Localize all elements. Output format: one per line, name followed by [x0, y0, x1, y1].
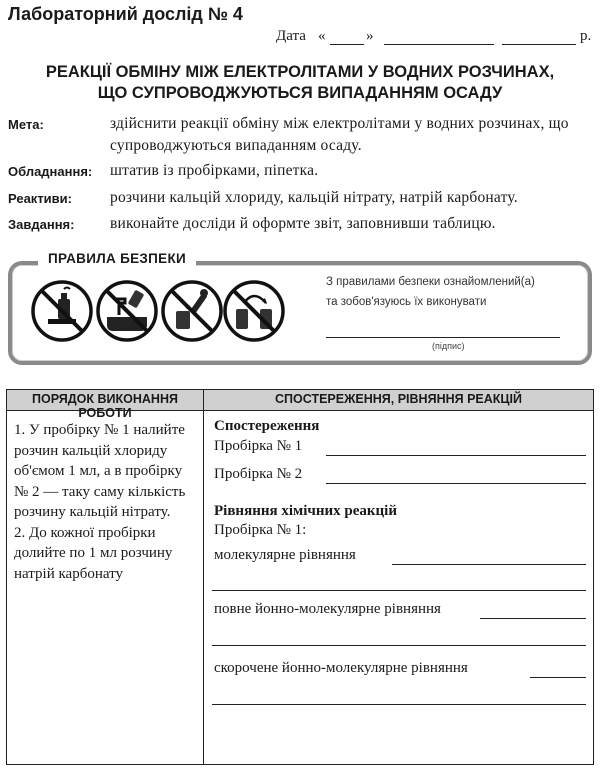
date-row	[276, 28, 598, 48]
molecular-equation-label: молекулярне рівняння	[214, 547, 356, 563]
agreement-line-1: З правилами безпеки ознайомлений(а)	[326, 276, 535, 288]
no-smelling-icon	[30, 279, 94, 343]
short-ionic-equation-field-2[interactable]	[212, 704, 586, 705]
equations-tube-label: Пробірка № 1:	[214, 522, 307, 538]
reagents-label: Реактиви:	[8, 191, 72, 206]
equipment-label: Обладнання:	[8, 164, 93, 179]
tube-1-observation-field[interactable]	[326, 455, 586, 456]
observations-title: Спостереження	[214, 418, 320, 434]
no-dropping-carelessly-icon	[160, 279, 224, 343]
goal-label: Мета:	[8, 117, 44, 132]
observations-column-header: СПОСТЕРЕЖЕННЯ, РІВНЯННЯ РЕАКЦІЙ	[275, 392, 522, 406]
tube-1-label: Пробірка № 1	[214, 438, 303, 454]
signature-field[interactable]	[326, 337, 560, 338]
short-ionic-equation-field[interactable]	[530, 677, 586, 678]
signature-caption: (підпис)	[432, 341, 465, 351]
molecular-equation-field[interactable]	[392, 564, 586, 565]
quote-close: »	[366, 28, 374, 44]
no-mixing-icon	[222, 279, 286, 343]
no-pouring-in-sink-icon	[95, 279, 159, 343]
full-ionic-equation-label: повне йонно-молекулярне рівняння	[214, 601, 441, 617]
year-suffix: р.	[580, 28, 592, 44]
task-text: виконайте досліди й оформте звіт, заповнивши таблицю.	[110, 215, 496, 232]
task-label: Завдання:	[8, 217, 75, 232]
equations-title: Рівняння хімічних реакцій	[214, 503, 397, 519]
column-divider	[203, 389, 204, 765]
full-ionic-equation-field-2[interactable]	[212, 645, 586, 646]
date-label: Дата	[276, 28, 306, 44]
safety-title: ПРАВИЛА БЕЗПЕКИ	[38, 251, 196, 266]
agreement-line-2: та зобов'язуюсь їх виконувати	[326, 296, 487, 308]
procedure-step-1: 1. У пробірку № 1 налийте розчин кальцій хлориду об'ємом 1 мл, а в пробірку № 2 — таку саму кількість розчину кальцій нітрату.	[14, 422, 186, 520]
equipment-text: штатив із пробірками, піпетка.	[110, 162, 319, 179]
reagents-text: розчини кальцій хлориду, кальцій нітрату, натрій карбонату.	[110, 189, 518, 206]
day-field[interactable]	[330, 44, 364, 45]
work-heading	[0, 62, 600, 104]
procedure-step-2: 2. До кожної пробірки долийте по 1 мл розчину натрій карбонату	[14, 524, 173, 582]
procedure-column-header: ПОРЯДОК ВИКОНАННЯ РОБОТИ	[32, 392, 178, 420]
tube-2-label: Пробірка № 2	[214, 466, 303, 482]
quote-open: «	[318, 28, 326, 44]
month-field[interactable]	[384, 44, 494, 45]
full-ionic-equation-field[interactable]	[480, 618, 586, 619]
heading-line-2: ЩО СУПРОВОДЖУЮТЬСЯ ВИПАДАННЯМ ОСАДУ	[97, 84, 503, 102]
tube-2-observation-field[interactable]	[326, 483, 586, 484]
year-field[interactable]	[502, 44, 576, 45]
page-title: Лабораторний дослід № 4	[8, 4, 243, 24]
procedure-steps	[14, 420, 198, 584]
short-ionic-equation-label: скорочене йонно-молекулярне рівняння	[214, 660, 468, 676]
goal-text: здійснити реакції обміну між електролітами у водних розчинах, що супроводжуються випаданням осаду.	[110, 115, 569, 154]
safety-agreement	[326, 272, 586, 312]
heading-line-1: РЕАКЦІЇ ОБМІНУ МІЖ ЕЛЕКТРОЛІТАМИ У ВОДНИХ РОЗЧИНАХ,	[45, 63, 555, 81]
molecular-equation-field-2[interactable]	[212, 590, 586, 591]
